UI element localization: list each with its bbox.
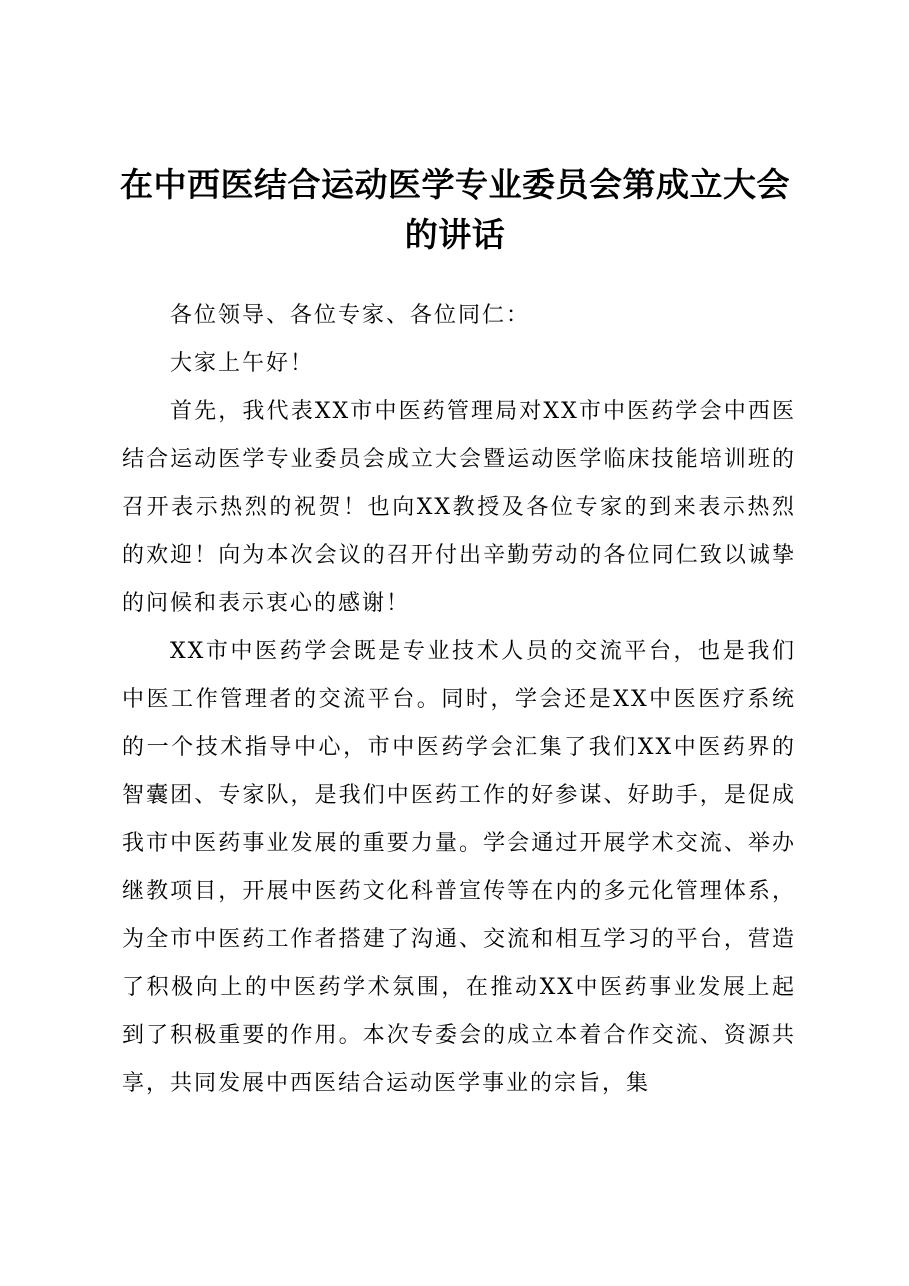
page-title bbox=[110, 160, 800, 260]
salutation-paragraph: 各位领导、各位专家、各位同仁： bbox=[170, 303, 531, 328]
greeting-paragraph: 大家上午好！ bbox=[170, 351, 315, 376]
body-paragraph: XX市中医药学会既是专业技术人员的交流平台，也是我们中医工作管理者的交流平台。同时，学会还是XX中医医疗系统的一个技术指导中心，市中医药学会汇集了我们XX中医药界的智囊团、专家队，是我们中医药工作的好参谋、好助手，是促成我市中医药事业发展的重要力量。学会通过开展学术交流、举办继教项目，开展中医药文化科普宣传等在内的多元化管理体系，为全市中医药工作者搭建了沟通、交流和相互学习的平台，营造了积极向上的中医药学术氛围，在推动XX中医药事业发展上起到了积极重要的作用。本次专委会的成立本着合作交流、资源共享，共同发展中西医结合运动医学事业的宗旨，集 bbox=[122, 639, 796, 1096]
document-body bbox=[122, 292, 796, 1108]
body-paragraph: 首先，我代表XX市中医药管理局对XX市中医药学会中西医结合运动医学专业委员会成立大会暨运动医学临床技能培训班的召开表示热烈的祝贺！也向XX教授及各位专家的到来表示热烈的欢迎！向为本次会议的召开付出辛勤劳动的各位同仁致以诚挚的问候和表示衷心的感谢！ bbox=[122, 399, 796, 616]
title-line-2: 的讲话 bbox=[404, 215, 506, 254]
title-line-1: 在中西医结合运动医学专业委员会第成立大会 bbox=[120, 165, 790, 204]
